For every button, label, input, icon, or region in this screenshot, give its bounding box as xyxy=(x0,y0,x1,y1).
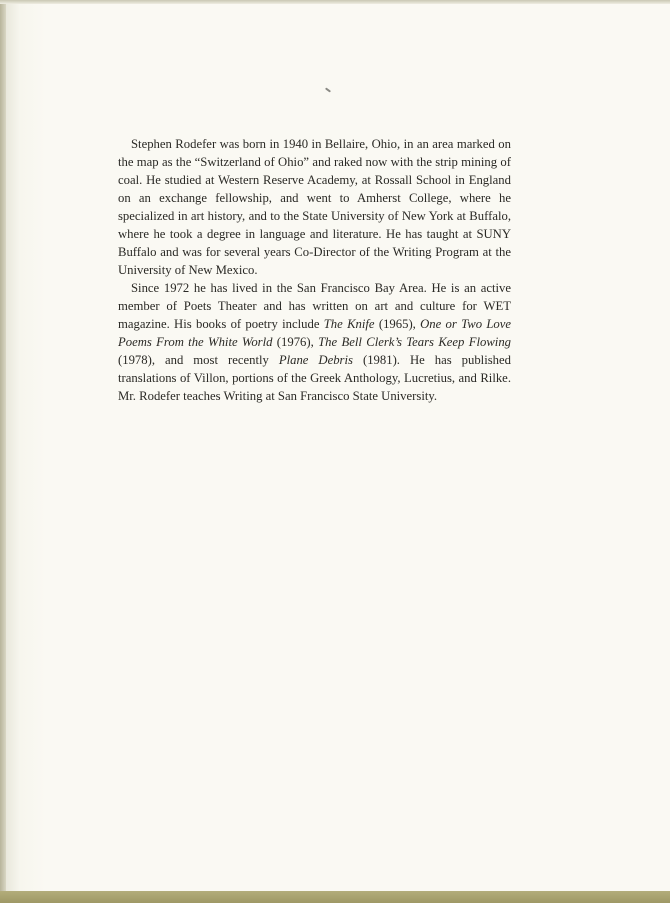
book-title: The Bell Clerk’s Tears Keep Flowing xyxy=(318,335,512,349)
bio-text-segment: (1978), and most recently xyxy=(118,353,279,367)
book-title: Plane Debris xyxy=(278,353,353,367)
bio-text-segment: (1965), xyxy=(374,317,421,331)
bio-text-segment: (1976), xyxy=(272,335,319,349)
bio-text-segment: Since 1972 he has lived in the San Francisco Bay Area. He is an active member of Poets Theater and has written on art and culture for WET magazine. His books of poetry include xyxy=(118,281,511,331)
biography-paragraph-1: Stephen Rodefer was born in 1940 in Bellaire, Ohio, in an area marked on the map as the “Switzerland of Ohio” and raked now with the strip mining of coal. He studied at Western Reserve Academy, at Rossall School in England on an exchange fellowship, and went to Amherst College, where he specialized in art history, and to the State University of New York at Buffalo, where he took a degree in language and literature. He has taught at SUNY Buffalo and was for several years Co-Director of the Writing Program at the University of New Mexico. xyxy=(118,137,511,277)
book-title: One or Two Love Poems From the White World xyxy=(118,317,511,349)
book-title: The Knife xyxy=(323,317,375,331)
bio-text-segment: (1981). He has published translations of Villon, portions of the Greek Anthology, Lucretius, and Rilke. Mr. Rodefer teaches Writing at San Francisco State University. xyxy=(118,353,511,403)
biography-paragraph-2 xyxy=(118,279,511,405)
author-biography xyxy=(118,135,511,405)
cover-board xyxy=(0,891,670,903)
